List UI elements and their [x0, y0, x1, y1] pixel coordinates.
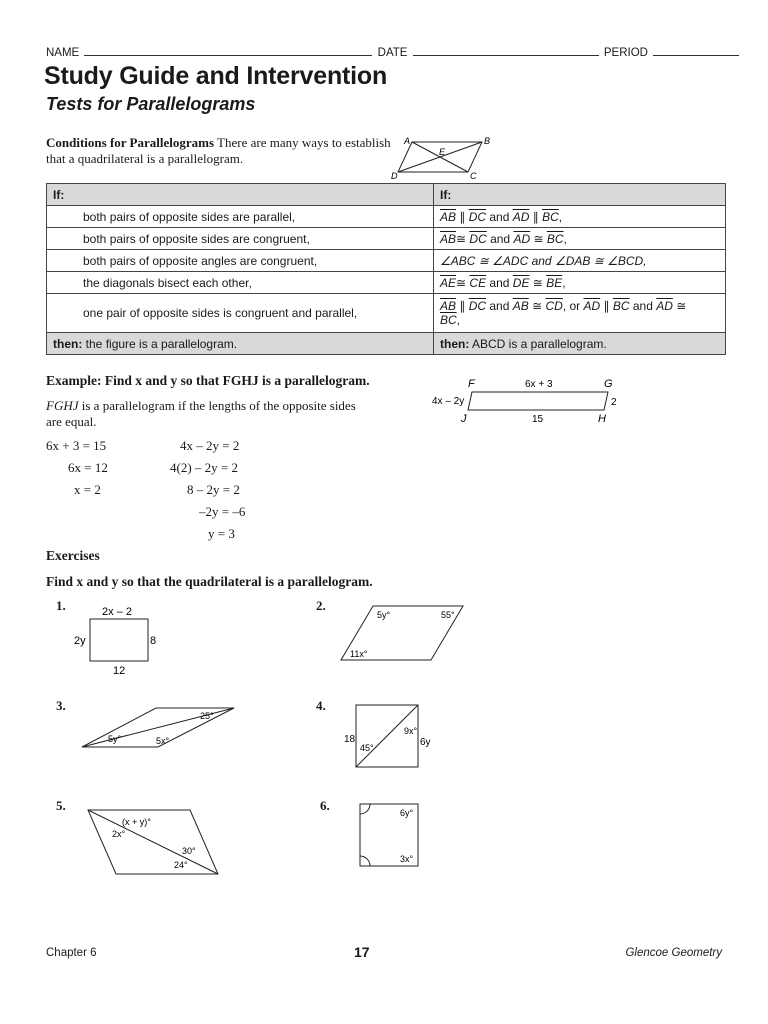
- exercise-1-diagram: [70, 600, 170, 680]
- equation-step: 6x + 3 = 15: [46, 438, 107, 453]
- footer-book: Glencoe Geometry: [625, 947, 722, 959]
- exercise-5-diagram: [82, 802, 222, 880]
- label-e: E: [439, 147, 446, 157]
- name-field[interactable]: [84, 46, 372, 56]
- exercises-heading: Exercises: [46, 548, 100, 563]
- exercise-number: 3.: [56, 698, 66, 713]
- ex2-label: 5y°: [377, 610, 391, 620]
- equation-step: y = 3: [208, 526, 235, 541]
- ex3-label: 5y°: [108, 734, 122, 744]
- table-header-row: [47, 184, 726, 206]
- label-g: G: [604, 378, 613, 390]
- equation-step: 4x – 2y = 2: [180, 438, 240, 453]
- fghj-diagram: [428, 376, 623, 426]
- example-description: FGHJ is a parallelogram if the lengths of the opposite sides are equal.: [46, 398, 356, 429]
- table-footer-row: [47, 333, 726, 355]
- ex5-label: 24°: [174, 860, 188, 870]
- date-field[interactable]: [413, 46, 599, 56]
- abcd-diagram: [390, 134, 500, 180]
- ex3-label: 5x°: [156, 736, 170, 746]
- equation-step: x = 2: [74, 482, 101, 497]
- label-j: J: [461, 413, 467, 425]
- name-label: NAME: [46, 47, 80, 59]
- exercise-3-diagram: [78, 702, 238, 752]
- conditions-heading: Conditions for Parallelograms: [46, 135, 215, 150]
- exercise-number: 6.: [320, 798, 330, 813]
- label-f: F: [468, 378, 475, 390]
- ex2-label: 11x°: [350, 649, 368, 659]
- equation-step: 6x = 12: [68, 460, 108, 475]
- conditions-text: There are many ways to establish that a quadrilateral is a parallelogram.: [46, 135, 391, 166]
- table-row: [47, 272, 726, 294]
- exercise-2-diagram: [335, 600, 470, 666]
- ex1-label: 2x – 2: [102, 606, 132, 618]
- table-header-right: If:: [434, 184, 726, 206]
- exercise-number: 4.: [316, 698, 326, 713]
- ex4-label: 18: [344, 734, 356, 745]
- ex1-label: 12: [113, 665, 126, 677]
- exercise-number: 2.: [316, 598, 326, 613]
- footer-chapter: Chapter 6: [46, 947, 97, 959]
- table-row: [47, 294, 726, 333]
- label-right: 2: [611, 397, 617, 408]
- ex6-label: 3x°: [400, 854, 414, 864]
- table-cell-statement: $\overline{AB}$ ∥ $\overline{DC}$ and $\overline{AD}$ ∥ $\overline{BC}$,: [434, 206, 726, 228]
- page-subtitle: Tests for Parallelograms: [46, 94, 256, 114]
- ex5-label: (x + y)°: [122, 817, 151, 827]
- ex4-label: 45°: [360, 743, 374, 753]
- period-label: PERIOD: [603, 47, 648, 59]
- exercise-number: 5.: [56, 798, 66, 813]
- ex4-label: 9x°: [404, 726, 418, 736]
- exercise-6-diagram: [352, 800, 428, 870]
- table-row: [47, 228, 726, 250]
- table-header-left: If:: [47, 184, 434, 206]
- table-cell-condition: both pairs of opposite angles are congruent,: [47, 250, 434, 272]
- footer-page-number: 17: [354, 944, 370, 960]
- conditions-intro: [46, 135, 391, 167]
- label-top: 6x + 3: [525, 379, 553, 390]
- equation-step: 8 – 2y = 2: [187, 482, 240, 497]
- table-row: [47, 206, 726, 228]
- label-b: B: [484, 136, 491, 146]
- label-d: D: [391, 171, 398, 180]
- ex1-label: 8: [150, 635, 157, 647]
- example-title: Example: Find x and y so that FGHJ is a parallelogram.: [46, 373, 370, 388]
- ex2-label: 55°: [441, 610, 455, 620]
- label-h: H: [598, 413, 606, 425]
- table-cell-statement: $\overline{AE}≅$ $\overline{CE}$ and $\overline{DE}$ ≅ $\overline{BE}$,: [434, 272, 726, 294]
- ex1-label: 2y: [74, 635, 86, 647]
- label-bottom: 15: [532, 414, 544, 425]
- exercises-instruction: Find x and y so that the quadrilateral is a parallelogram.: [46, 574, 373, 589]
- table-cell-condition: one pair of opposite sides is congruent and parallel,: [47, 294, 434, 333]
- conditions-table: [46, 183, 726, 355]
- ex6-label: 6y°: [400, 808, 414, 818]
- period-field[interactable]: [653, 46, 739, 56]
- table-cell-statement: ∠ABC ≅ ∠ADC and ∠DAB ≅ ∠BCD,: [434, 250, 726, 272]
- label-left: 4x – 2y: [432, 396, 465, 407]
- table-footer-left: then: the figure is a parallelogram.: [47, 333, 434, 355]
- date-label: DATE: [377, 47, 408, 59]
- table-cell-condition: both pairs of opposite sides are congruent,: [47, 228, 434, 250]
- table-cell-condition: both pairs of opposite sides are parallel,: [47, 206, 434, 228]
- equation-step: –2y = –6: [199, 504, 246, 519]
- equation-step: 4(2) – 2y = 2: [170, 460, 238, 475]
- ex4-label: 6y: [420, 737, 431, 748]
- ex3-label: 25°: [200, 711, 214, 721]
- table-cell-statement: $\overline{AB}$ ∥ $\overline{DC}$ and $\overline{AB}$ ≅ $\overline{CD}$, or $\overline{AD}$ ∥ $\overline{BC}$ and $\overline{AD}$ ≅ $\overline{BC}$,: [434, 294, 726, 333]
- exercise-4-diagram: [340, 700, 440, 772]
- table-cell-condition: the diagonals bisect each other,: [47, 272, 434, 294]
- table-row: [47, 250, 726, 272]
- ex5-label: 30°: [182, 846, 196, 856]
- table-footer-right: then: ABCD is a parallelogram.: [434, 333, 726, 355]
- label-a: A: [404, 136, 411, 146]
- label-c: C: [470, 171, 477, 180]
- exercise-number: 1.: [56, 598, 66, 613]
- table-cell-statement: $\overline{AB}≅$ $\overline{DC}$ and $\overline{AD}$ ≅ $\overline{BC}$,: [434, 228, 726, 250]
- page-title: Study Guide and Intervention: [44, 62, 388, 90]
- ex5-label: 2x°: [112, 829, 126, 839]
- header-line: [46, 46, 726, 59]
